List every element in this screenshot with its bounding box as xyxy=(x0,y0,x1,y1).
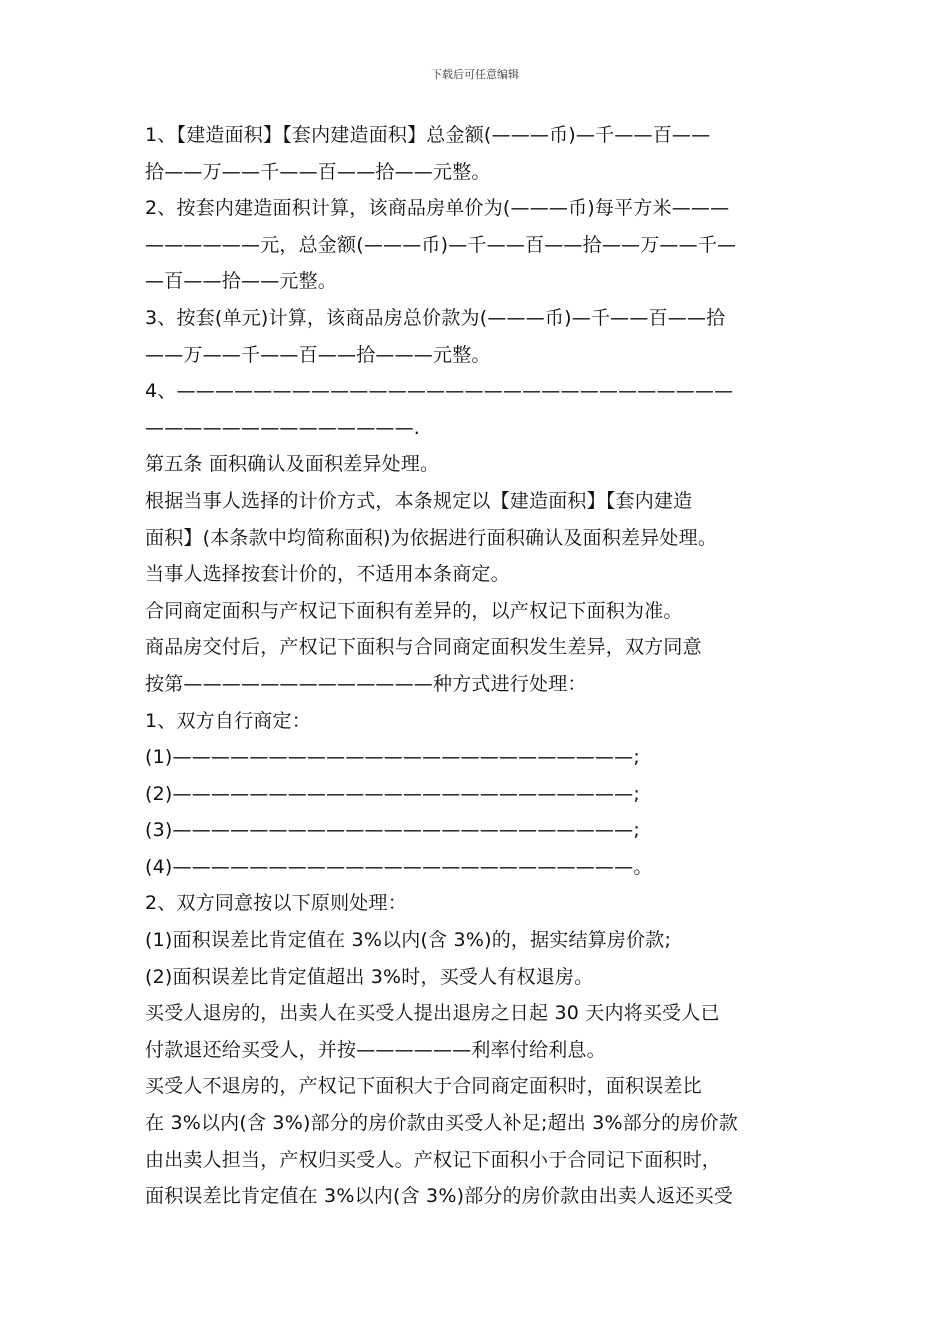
paragraph-line: 买受人退房的，出卖人在买受人提出退房之日起 30 天内将买受人已 xyxy=(145,1002,720,1025)
blank-item-2: (2)————————————————————————; xyxy=(145,782,640,805)
page-header-note: 下载后可任意编辑 xyxy=(431,68,519,81)
principle-2: (2)面积误差比肯定值超出 3%时，买受人有权退房。 xyxy=(145,965,594,988)
price-item-1-line-2: 拾——万——千——百——拾——元整。 xyxy=(145,160,491,183)
paragraph-line: 合同商定面积与产权记下面积有差异的，以产权记下面积为准。 xyxy=(145,599,683,622)
paragraph-line: 商品房交付后，产权记下面积与合同商定面积发生差异，双方同意 xyxy=(145,636,702,659)
option-2-heading: 2、双方同意按以下原则处理： xyxy=(145,892,407,915)
price-item-4-line-2: ——————————————. xyxy=(145,416,421,439)
paragraph-line: 面积误差比肯定值在 3%以内(含 3%)部分的房价款由出卖人返还买受 xyxy=(145,1185,733,1208)
price-item-2-line-1: 2、按套内建造面积计算，该商品房单价为(———币)每平方米——— xyxy=(145,197,730,220)
paragraph-line: 根据当事人选择的计价方式，本条规定以【建造面积】【套内建造 xyxy=(145,489,693,512)
paragraph-line: 当事人选择按套计价的，不适用本条商定。 xyxy=(145,563,510,586)
paragraph-line: 买受人不退房的，产权记下面积大于合同商定面积时，面积误差比 xyxy=(145,1075,702,1098)
price-item-1-line-1: 1、【建造面积】【套内建造面积】总金额(———币)—千——百—— xyxy=(145,124,711,146)
blank-item-3: (3)————————————————————————; xyxy=(145,819,640,842)
principle-1: (1)面积误差比肯定值在 3%以内(含 3%)的，据实结算房价款; xyxy=(145,929,672,952)
blank-item-4: (4)————————————————————————。 xyxy=(145,855,653,878)
price-item-2-line-3: —百——拾——元整。 xyxy=(145,270,338,293)
paragraph-line: 面积】(本条款中均简称面积)为依据进行面积确认及面积差异处理。 xyxy=(145,526,718,549)
price-item-3-line-2: ——万——千——百——拾———元整。 xyxy=(145,343,491,366)
price-item-3-line-1: 3、按套(单元)计算，该商品房总价款为(———币)—千——百——拾 xyxy=(145,306,726,329)
paragraph-line: 由出卖人担当，产权归买受人。产权记下面积小于合同记下面积时， xyxy=(145,1148,722,1171)
blank-item-1: (1)————————————————————————; xyxy=(145,746,640,769)
paragraph-line: 在 3%以内(含 3%)部分的房价款由买受人补足;超出 3%部分的房价款 xyxy=(145,1112,738,1135)
document-body xyxy=(145,117,810,1215)
price-item-4-line-1: 4、————————————————————————————— xyxy=(145,380,734,403)
price-item-2-line-2: ——————元，总金额(———币)—千——百——拾——万——千— xyxy=(145,233,737,256)
paragraph-line: 按第—————————————种方式进行处理： xyxy=(145,672,587,695)
option-1-heading: 1、双方自行商定： xyxy=(145,709,311,732)
article-5-title: 第五条 面积确认及面积差异处理。 xyxy=(145,453,440,476)
paragraph-line: 付款退还给买受人，并按——————利率付给利息。 xyxy=(145,1038,606,1061)
